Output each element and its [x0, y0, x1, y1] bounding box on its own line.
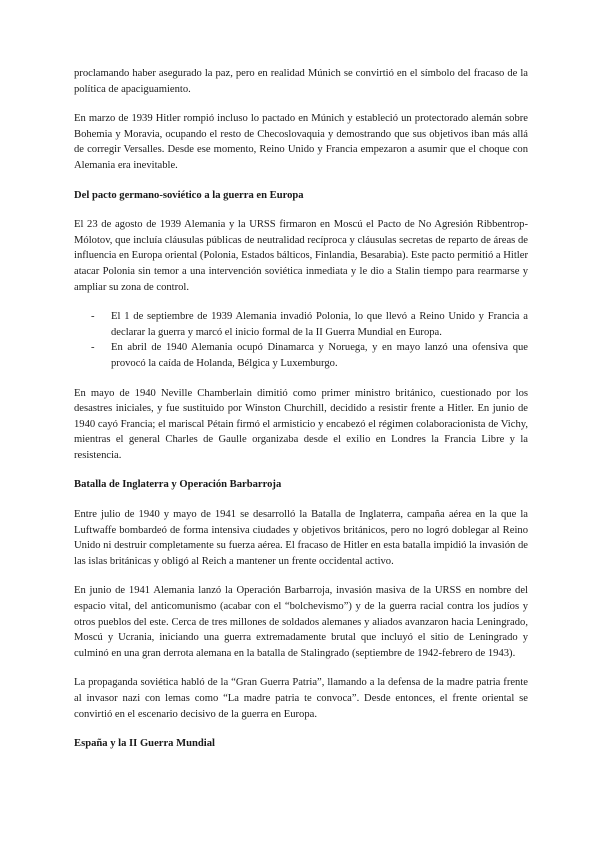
- heading-batalla-inglaterra: Batalla de Inglaterra y Operación Barbarroja: [74, 479, 282, 491]
- bullet-list: [74, 309, 528, 371]
- list-item: [74, 309, 528, 340]
- paragraph-operacion-barbarroja: En junio de 1941 Alemania lanzó la Operación Barbarroja, invasión masiva de la URSS en nombre del espacio vital, del anticomunismo (acabar con el “bolchevismo”) y de la guerra racial contra los judíos y otros pueblos del este. Cerca de tres millones de soldados alemanes y aliados avanzaron hacia Leningrado, Moscú y Ucrania, iniciando una guerra extremadamente brutal que incluyó el sitio de Leningrado y culminó en una gran derrota alemana en la batalla de Stalingrado (septiembre de 1942-febrero de 1943).: [74, 585, 528, 659]
- list-item-text: En abril de 1940 Alemania ocupó Dinamarca y Noruega, y en mayo lanzó una ofensiva que provocó la caída de Holanda, Bélgica y Luxemburgo.: [111, 342, 528, 369]
- paragraph-marzo-1939: En marzo de 1939 Hitler rompió incluso lo pactado en Múnich y estableció un protectorado alemán sobre Bohemia y Moravia, ocupando el resto de Checoslovaquia y demostrando que sus objetivos iban más allá de corregir Versalles. Desde ese momento, Reino Unido y Francia empezaron a asumir que el choque con Alemania era inevitable.: [74, 113, 528, 171]
- paragraph-mayo-1940: En mayo de 1940 Neville Chamberlain dimitió como primer ministro británico, cuestionado por los desastres iniciales, y fue sustituido por Winston Churchill, decidido a resistir frente a Hitler. En junio de 1940 cayó Francia; el mariscal Pétain firmó el armisticio y encabezó el régimen colaboracionista de Vichy, mientras el general Charles de Gaulle organizaba desde el exilio en Londres la Francia Libre y la resistencia.: [74, 387, 528, 461]
- paragraph-batalla-inglaterra: Entre julio de 1940 y mayo de 1941 se desarrolló la Batalla de Inglaterra, campaña aérea en la que la Luftwaffe bombardeó de forma intensiva ciudades y objetivos británicos, pero no logró doblegar al Reino Unido ni destruir completamente su fuerza aérea. El fracaso de Hitler en esta batalla impidió la invasión de las islas británicas y obligó al Reich a mantener un frente occidental activo.: [74, 509, 528, 567]
- dash-bullet-icon: -: [91, 311, 95, 323]
- paragraph-pacto-ribbentrop: El 23 de agosto de 1939 Alemania y la URSS firmaron en Moscú el Pacto de No Agresión Ribbentrop-Mólotov, que incluía cláusulas públicas de neutralidad recíproca y cláusulas secretas de reparto de áreas de influencia en Europa oriental (Polonia, Estados bálticos, Finlandia, Besarabia). Este pacto permitió a Hitler atacar Polonia sin temor a una intervención soviética inmediata y le dio a Stalin tiempo para rearmarse y ampliar su zona de control.: [74, 219, 528, 293]
- dash-bullet-icon: -: [91, 342, 95, 354]
- list-item-text: El 1 de septiembre de 1939 Alemania invadió Polonia, lo que llevó a Reino Unido y Francia a declarar la guerra y marcó el inicio formal de la II Guerra Mundial en Europa.: [111, 311, 528, 338]
- list-item: [74, 340, 528, 371]
- heading-espana-guerra: España y la II Guerra Mundial: [74, 738, 215, 750]
- paragraph-gran-guerra-patria: La propaganda soviética habló de la “Gran Guerra Patria”, llamando a la defensa de la madre patria frente al invasor nazi con lemas como “La madre patria te convoca”. Desde entonces, el frente oriental se convirtió en el escenario decisivo de la guerra en Europa.: [74, 677, 528, 720]
- heading-pacto-germano-sovietico: Del pacto germano-soviético a la guerra en Europa: [74, 189, 304, 201]
- paragraph-munich-fracaso: proclamando haber asegurado la paz, pero en realidad Múnich se convirtió en el símbolo del fracaso de la política de apaciguamiento.: [74, 68, 528, 95]
